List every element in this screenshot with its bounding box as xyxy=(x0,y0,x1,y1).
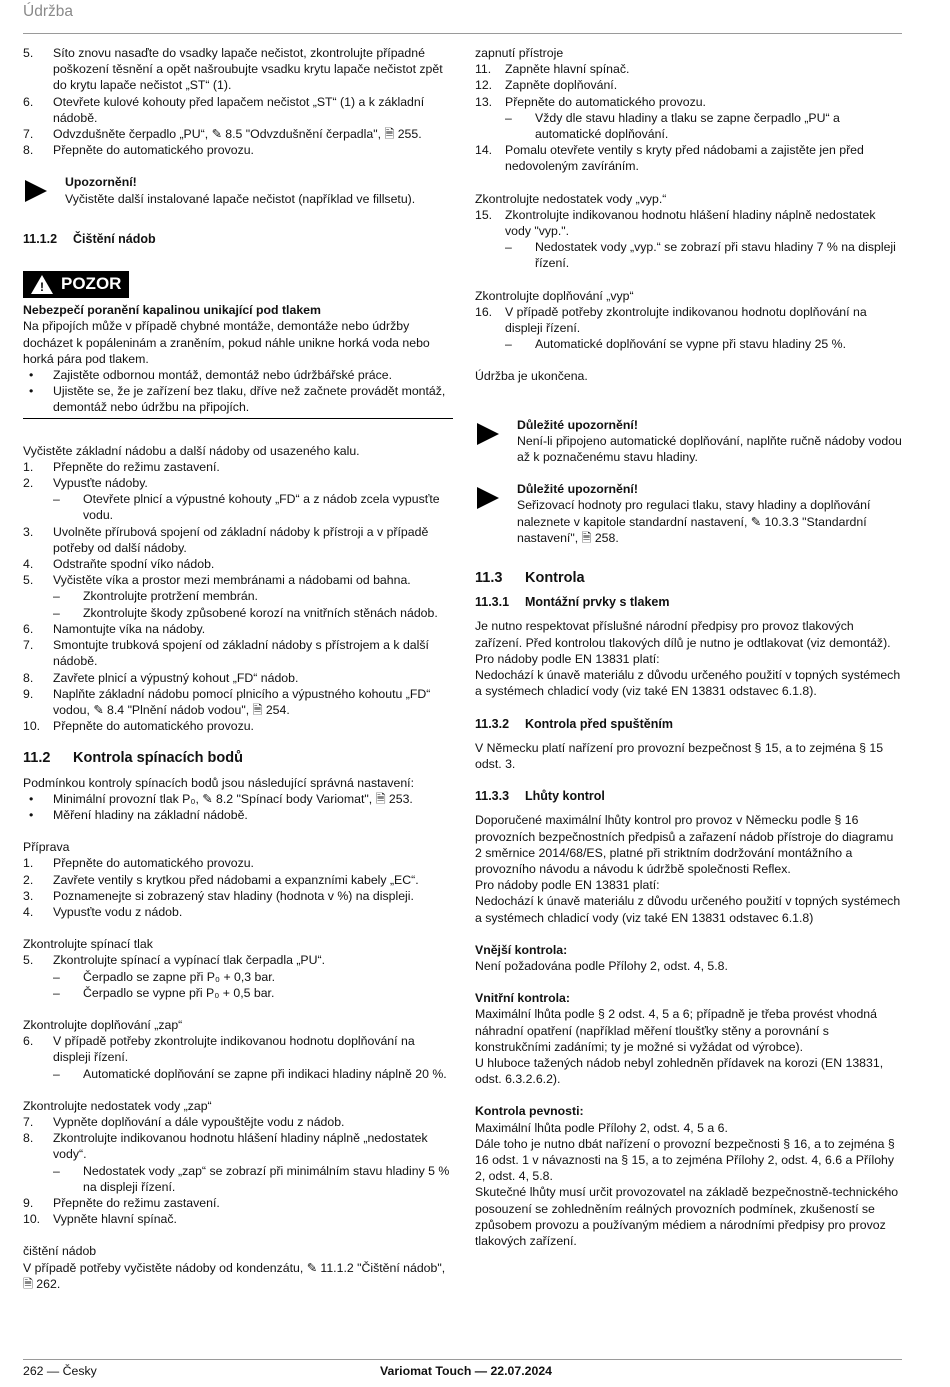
list-item-text: Přepněte do režimu zastavení. xyxy=(53,459,220,474)
list-item-number: 2. xyxy=(23,872,34,887)
list-item-number: 5. xyxy=(23,46,34,60)
footer-page: 262 — Česky xyxy=(23,1364,97,1378)
sub-list-item-text: Vždy dle stavu hladiny a tlaku se zapne čerpadlo „PU“ a automatické doplňování. xyxy=(535,110,840,142)
list-item xyxy=(23,904,453,920)
bullet-item xyxy=(23,807,453,823)
list-item-text: Zapněte doplňování. xyxy=(505,78,618,93)
pressure-steps-list xyxy=(23,952,453,1001)
list-item-number: 10. xyxy=(23,719,41,734)
warning-bullets xyxy=(23,367,453,416)
list-item xyxy=(23,872,453,888)
prep-title: Příprava xyxy=(23,840,70,855)
list-item-number: 4. xyxy=(23,904,34,919)
list-item-text: Poznamenejte si zobrazený stav hladiny (hodnota v %) na displeji. xyxy=(53,888,414,903)
paragraph: U hluboce tažených nádob nebyl zohledněn přídavek na korozi (EN 13831, odst. 6.3.2.6.2). xyxy=(475,1055,884,1087)
list-item-text: Síto znovu nasaďte do vsadky lapače nečistot, zkontrolujte případné poškození těsnění a opět našroubujte vsadku krytu lapače nečistot zpět do krytu lapače nečistot „ST“ (1). xyxy=(53,46,443,93)
paragraph: Pro nádoby podle EN 13831 platí: xyxy=(475,878,660,893)
list-item-text: Zavřete ventily s krytkou před nádobami a expanzními kabely „EC“. xyxy=(53,872,419,887)
sub-list-item xyxy=(23,491,453,523)
sub-list-item xyxy=(23,588,453,604)
list-item xyxy=(23,1195,453,1211)
list-item xyxy=(23,142,453,158)
note-dulezite-1 xyxy=(475,417,902,466)
paragraph: Pro nádoby podle EN 13831 platí: xyxy=(475,651,660,666)
list-item-text: Zavřete plnicí a výpustný kohout „FD“ nádob. xyxy=(53,670,299,685)
paragraph: Nedochází k únavě materiálu z důvodu určeného použití v topných systémech a systémech chladicí vody (viz také EN 13831 odstavec 6.1.8). xyxy=(475,668,901,699)
bullet-text: Ujistěte se, že je zařízení bez tlaku, dříve než začnete provádět montáž, demontáž nebo údržbu na připojích. xyxy=(53,384,446,415)
list-item-number: 5. xyxy=(23,573,34,588)
sub-list-item-text: Nedostatek vody „zap“ se zobrazí při minimálním stavu hladiny 5 % na displeji řízení. xyxy=(83,1163,450,1194)
list-item-text: Přepněte do automatického provozu. xyxy=(53,143,254,158)
dash-marker: – xyxy=(53,605,60,620)
dash-marker: – xyxy=(505,337,512,352)
refill-off-title: Zkontrolujte doplňování „vyp“ xyxy=(475,288,634,303)
list-item-text: Přepněte do automatického provozu. xyxy=(53,719,254,734)
list-item xyxy=(23,126,453,142)
list-item-number: 1. xyxy=(23,856,34,871)
list-item-number: 16. xyxy=(475,304,493,319)
section-heading-11-3: 11.3 Kontrola xyxy=(475,570,585,587)
list-item-text: Vypněte doplňování a dále vypouštějte vodu z nádob. xyxy=(53,1114,345,1129)
lack-off-steps-list xyxy=(475,207,902,272)
sub-list-item-text: Zkontrolujte škody způsobené korozí na vnitřních stěnách nádob. xyxy=(83,605,438,620)
list-item xyxy=(23,1130,453,1162)
note-title: Důležité upozornění! xyxy=(517,482,638,497)
list-item-text: V případě potřeby zkontrolujte indikovanou hodnotu doplňování na displeji řízení. xyxy=(505,304,867,336)
warning-box xyxy=(23,271,453,419)
bullet-icon: • xyxy=(29,384,34,399)
list-item-number: 12. xyxy=(475,78,493,93)
list-item xyxy=(475,77,902,93)
list-item-text: Zkontrolujte indikovanou hodnotu hlášení hladiny náplně nedostatek vody "vyp.". xyxy=(505,207,876,239)
list-item-text: Uvolněte přírubová spojení od základní nádoby k přístroji a v případě potřeby od další nádoby. xyxy=(53,524,429,555)
list-item xyxy=(23,1033,453,1065)
paragraph: Skutečné lhůty musí určit provozovatel na základě bezpečnostně-technického posouzení se zohledněním reálných provozních podmínek, zkušeností se způsobem provozu a používaným médiem a národními předpisy pro provoz tlakových zařízení. xyxy=(475,1185,899,1248)
sub-list-item xyxy=(23,985,453,1001)
section-heading-11-1-2: 11.1.2 Čištění nádob xyxy=(23,231,156,246)
list-item-number: 9. xyxy=(23,686,34,701)
list-item-number: 7. xyxy=(23,638,34,653)
note-title: Upozornění! xyxy=(65,175,137,190)
dash-marker: – xyxy=(505,240,512,255)
paragraph: Dále toho je nutno dbát nařízení o provozní bezpečnosti § 16, a to zejména § 16 odst. 1 v návaznosti na § 15, a to zejména Přílohy 2, odst. 4, 6.6 a Přílohy 2, odst. 4, 5.8. xyxy=(475,1136,895,1184)
list-item xyxy=(23,670,453,686)
list-item xyxy=(23,952,453,968)
dash-marker: – xyxy=(53,492,60,507)
sub-list-item-text: Nedostatek vody „vyp.“ se zobrazí při stavu hladiny 7 % na displeji řízení. xyxy=(535,240,896,271)
switch-intro: Podmínkou kontroly spínacích bodů jsou následující správná nastavení: xyxy=(23,775,415,790)
right-column xyxy=(475,45,902,1249)
sub-list-item xyxy=(475,239,902,271)
bullet-text: Měření hladiny na základní nádobě. xyxy=(53,807,248,822)
paragraph: Je nutno respektovat příslušné národní předpisy pro provoz tlakových zařízení. Před kontrolou tlakových dílů je nutno je odtlakovat (viz demontáž). xyxy=(475,619,891,650)
warning-text: Na připojích může v případě chybné montáže, demontáže nebo údržby docházet k popáleninám a zraněním, pokud náhle unikne horká voda nebo horká pára pod tlakem. xyxy=(23,319,430,366)
list-item-number: 8. xyxy=(23,1131,34,1146)
refill-off-steps-list xyxy=(475,304,902,353)
maintenance-done: Údržba je ukončena. xyxy=(475,369,588,384)
list-item xyxy=(23,524,453,556)
list-item-text: Zapněte hlavní spínač. xyxy=(505,62,630,77)
list-item-number: 8. xyxy=(23,670,34,685)
list-item-number: 14. xyxy=(475,143,493,158)
list-item-number: 9. xyxy=(23,1195,34,1210)
list-item-text: Přepněte do automatického provozu. xyxy=(505,94,706,109)
section-heading-11-3-1: 11.3.1 Montážní prvky s tlakem xyxy=(475,595,670,610)
warning-triangle-icon: ! xyxy=(31,275,53,294)
paragraph: V Německu platí nařízení pro provozní bezpečnost § 15, a to zejména § 15 odst. 3. xyxy=(475,740,884,771)
lack-on-steps-list xyxy=(23,1114,453,1227)
cleaning-text: V případě potřeby vyčistěte nádoby od kondenzátu, ✎ 11.1.2 "Čištění nádob", 🗎 262. xyxy=(23,1260,446,1291)
header-divider xyxy=(23,33,902,34)
pressure-title: Zkontrolujte spínací tlak xyxy=(23,937,153,952)
dash-marker: – xyxy=(53,589,60,604)
list-item xyxy=(475,304,902,336)
sub-list-item xyxy=(23,1066,453,1082)
subheading-inner: Vnitřní kontrola: xyxy=(475,991,570,1006)
subheading-strength: Kontrola pevnosti: xyxy=(475,1104,584,1119)
paragraph: Nedochází k únavě materiálu z důvodu určeného použití v topných systémech a systémech chladicí vody (viz také EN 13831 odstavec 6.1.8) xyxy=(475,894,901,925)
arrow-right-icon xyxy=(475,481,517,546)
list-item-text: Odstraňte spodní víko nádob. xyxy=(53,557,215,572)
sub-list-item-text: Čerpadlo se zapne při P₀ + 0,3 bar. xyxy=(83,969,276,984)
clean-intro: Vyčistěte základní nádobu a další nádoby od usazeného kalu. xyxy=(23,443,360,458)
list-item xyxy=(23,45,453,94)
clean-steps-list xyxy=(23,459,453,734)
subheading-outer: Vnější kontrola: xyxy=(475,942,568,957)
list-item-text: Vyčistěte víka a prostor mezi membránami a nádobami od bahna. xyxy=(53,573,411,588)
list-item-text: Otevřete kulové kohouty před lapačem nečistot „ST“ (1) a k základní nádobě. xyxy=(53,94,425,125)
list-item-text: Pomalu otevřete ventily s kryty před nádobami a zajistěte jen před nedovoleným zavíráním. xyxy=(505,143,864,174)
bullet-item xyxy=(23,367,453,383)
list-item xyxy=(23,475,453,491)
section-heading-11-3-3: 11.3.3 Lhůty kontrol xyxy=(475,789,605,804)
section-heading-11-3-2: 11.3.2 Kontrola před spuštěním xyxy=(475,716,673,731)
bullet-icon: • xyxy=(29,807,34,822)
list-item-text: Vypusťte nádoby. xyxy=(53,476,148,491)
sub-list-item-text: Automatické doplňování se zapne při indikaci hladiny náplně 20 %. xyxy=(83,1066,447,1081)
note-text: Seřizovací hodnoty pro regulaci tlaku, stavy hladiny a doplňování naleznete v kapitole standardní nastavení, ✎ 10.3.3 "Standardní nastavení", 🗎 258. xyxy=(517,498,871,545)
list-item-number: 8. xyxy=(23,143,34,158)
list-item-number: 7. xyxy=(23,127,34,142)
warning-label: ! POZOR xyxy=(23,271,129,298)
switch-bullets xyxy=(23,791,453,823)
list-item-number: 6. xyxy=(23,94,34,109)
section-heading-11-2: 11.2 Kontrola spínacích bodů xyxy=(23,750,243,767)
dash-marker: – xyxy=(505,110,512,125)
list-item-number: 7. xyxy=(23,1114,34,1129)
bullet-item xyxy=(23,791,453,807)
bullet-item xyxy=(23,383,453,415)
list-item xyxy=(23,637,453,669)
list-item xyxy=(23,556,453,572)
list-item-number: 3. xyxy=(23,888,34,903)
list-item-text: Přepněte do automatického provozu. xyxy=(53,856,254,871)
list-item-number: 5. xyxy=(23,953,34,968)
list-item-number: 13. xyxy=(475,94,493,109)
note-text: Není-li připojeno automatické doplňování, naplňte ručně nádoby vodou až k poznačenému stavu hladiny. xyxy=(517,433,902,465)
warning-title: Nebezpečí poranění kapalinou unikající pod tlakem xyxy=(23,303,321,318)
paragraph: Maximální lhůta podle § 2 odst. 4, 5 a 6; případně je třeba provést vhodná náhradní opatření (například měření tloušťky stěny a porovnání s konstrukčními zadáními; ty je možné si vyžádat od výrobce). xyxy=(475,1007,877,1054)
sub-list-item-text: Čerpadlo se vypne při P₀ + 0,5 bar. xyxy=(83,985,275,1000)
list-item-text: Naplňte základní nádobu pomocí plnicího a výpustného kohoutu „FD“ vodou, ✎ 8.4 "Plnění nádob vodou", 🗎 254. xyxy=(53,686,431,717)
note-dulezite-2 xyxy=(475,481,902,546)
list-item-text: Přepněte do režimu zastavení. xyxy=(53,1195,220,1210)
list-item xyxy=(23,686,453,718)
list-item-text: V případě potřeby zkontrolujte indikovanou hodnotu doplňování na displeji řízení. xyxy=(53,1034,415,1065)
list-item xyxy=(23,94,453,126)
sub-list-item xyxy=(23,969,453,985)
bullet-icon: • xyxy=(29,368,34,383)
lack-on-title: Zkontrolujte nedostatek vody „zap“ xyxy=(23,1098,212,1113)
dash-marker: – xyxy=(53,985,60,1000)
dash-marker: – xyxy=(53,1163,60,1178)
sub-list-item xyxy=(23,1163,453,1195)
dash-marker: – xyxy=(53,1066,60,1081)
list-item xyxy=(475,94,902,110)
lack-off-title: Zkontrolujte nedostatek vody „vyp.“ xyxy=(475,191,667,206)
list-item xyxy=(23,718,453,734)
list-item xyxy=(23,459,453,475)
list-item xyxy=(23,621,453,637)
footer-divider xyxy=(23,1359,902,1360)
list-item-text: Smontujte trubková spojení od základní nádoby s přístrojem a k další nádobě. xyxy=(53,638,429,669)
bullet-text: Zajistěte odbornou montáž, demontáž nebo údržbářské práce. xyxy=(53,368,393,383)
page-header-title: Údržba xyxy=(23,3,73,20)
list-item xyxy=(23,572,453,588)
list-item-number: 3. xyxy=(23,524,34,539)
steps-top-list xyxy=(23,45,453,158)
list-item-text: Zkontrolujte spínací a vypínací tlak čerpadla „PU“. xyxy=(53,953,326,968)
cleaning-title: čištění nádob xyxy=(23,1244,97,1259)
list-item-number: 6. xyxy=(23,621,34,636)
list-item xyxy=(23,1114,453,1130)
list-item-text: Vypněte hlavní spínač. xyxy=(53,1212,177,1227)
note-title: Důležité upozornění! xyxy=(517,417,638,432)
note-upozorneni xyxy=(23,174,453,206)
paragraph: Maximální lhůta podle Přílohy 2, odst. 4, 5 a 6. xyxy=(475,1120,728,1135)
list-item xyxy=(23,888,453,904)
refill-on-title: Zkontrolujte doplňování „zap“ xyxy=(23,1017,183,1032)
dash-marker: – xyxy=(53,969,60,984)
sub-list-item-text: Otevřete plnicí a výpustné kohouty „FD“ a z nádob zcela vypusťte vodu. xyxy=(83,492,440,523)
left-column xyxy=(23,45,453,1292)
list-item-text: Vypusťte vodu z nádob. xyxy=(53,904,183,919)
list-item-number: 4. xyxy=(23,557,34,572)
list-item-number: 15. xyxy=(475,207,493,222)
sub-list-item-text: Zkontrolujte protržení membrán. xyxy=(83,589,258,604)
list-item-number: 11. xyxy=(475,62,492,77)
list-item-number: 1. xyxy=(23,459,34,474)
note-text: Vyčistěte další instalované lapače nečistot (například ve fillsetu). xyxy=(65,191,416,206)
start-title: zapnutí přístroje xyxy=(475,46,564,60)
arrow-right-icon xyxy=(475,417,517,466)
footer-product: Variomat Touch — 22.07.2024 xyxy=(380,1364,553,1378)
list-item-number: 6. xyxy=(23,1034,34,1049)
start-steps-list xyxy=(475,61,902,174)
prep-steps-list xyxy=(23,855,453,920)
list-item xyxy=(475,142,902,174)
refill-on-steps-list xyxy=(23,1033,453,1082)
bullet-text: Minimální provozní tlak P₀, ✎ 8.2 "Spínací body Variomat", 🗎 253. xyxy=(53,791,413,806)
sub-list-item xyxy=(475,336,902,352)
arrow-right-icon xyxy=(23,174,65,206)
sub-list-item xyxy=(475,110,902,142)
sub-list-item xyxy=(23,605,453,621)
paragraph: Není požadována podle Přílohy 2, odst. 4, 5.8. xyxy=(475,958,728,973)
list-item-text: Odvzdušněte čerpadlo „PU“, ✎ 8.5 "Odvzdušnění čerpadla", 🗎 255. xyxy=(53,127,422,142)
list-item xyxy=(475,207,902,239)
paragraph: Doporučené maximální lhůty kontrol pro provoz v Německu podle § 16 provozních bezpečnostních předpisů a zařazení nádob přístroje do diagramu 2 směrnice 2014/68/ES, platné při striktním dodržování montážního a provozního návodu a návodu k údržbě společnosti Reflex. xyxy=(475,813,894,876)
list-item-number: 2. xyxy=(23,476,34,491)
list-item-text: Zkontrolujte indikovanou hodnotu hlášení hladiny náplně „nedostatek vody“. xyxy=(53,1131,428,1162)
list-item-text: Namontujte víka na nádoby. xyxy=(53,621,206,636)
list-item xyxy=(23,855,453,871)
sub-list-item-text: Automatické doplňování se vypne při stavu hladiny 25 %. xyxy=(535,337,847,352)
bullet-icon: • xyxy=(29,791,34,806)
list-item xyxy=(23,1211,453,1227)
list-item xyxy=(475,61,902,77)
list-item-number: 10. xyxy=(23,1212,41,1227)
